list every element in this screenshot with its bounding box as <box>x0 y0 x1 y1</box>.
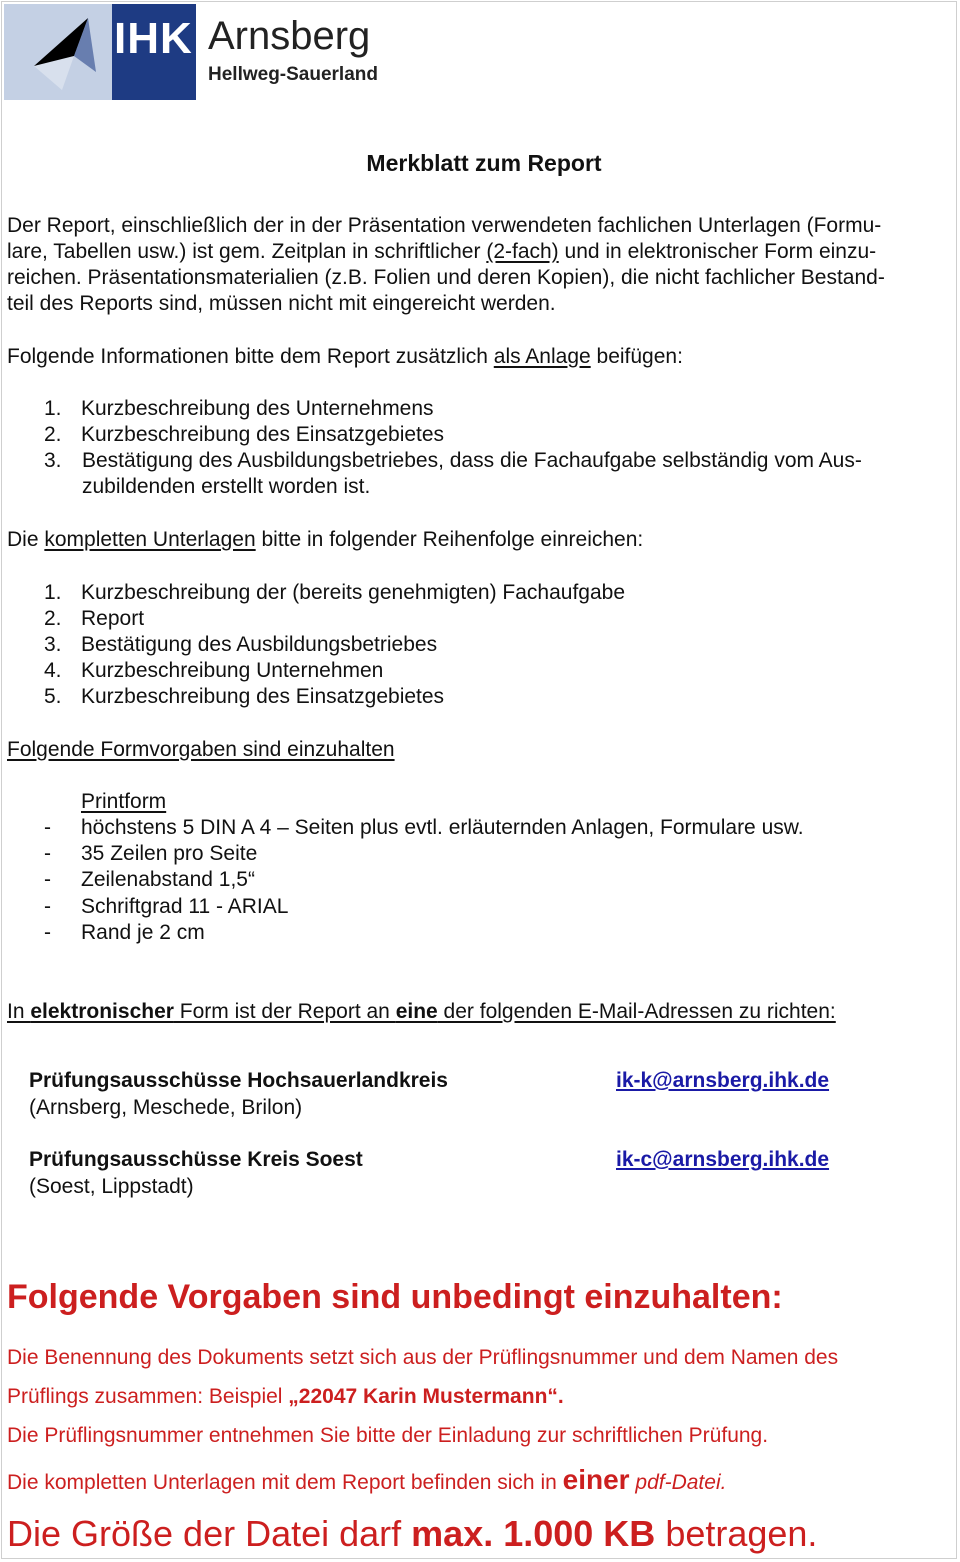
list-item-number: 1. <box>44 397 62 420</box>
warning-line-2: Prüflings zusammen: Beispiel „22047 Karin Mustermann“. <box>7 1385 564 1408</box>
intro-line-4: teil des Reports sind, müssen nicht mit eingereicht werden. <box>7 292 556 315</box>
logo-ihk-text: IHK <box>114 14 193 63</box>
list-item: höchstens 5 DIN A 4 – Seiten plus evtl. erläuternden Anlagen, Formulare usw. <box>81 816 804 839</box>
warning-heading: Folgende Vorgaben sind unbedingt einzuhalten: <box>7 1278 783 1316</box>
electronic-intro: In elektronischer Form ist der Report an eine der folgenden E-Mail-Adressen zu richten: <box>7 1000 836 1023</box>
list-item: Rand je 2 cm <box>81 921 205 944</box>
intro-line-2: lare, Tabellen usw.) ist gem. Zeitplan in schriftlicher (2-fach) und in elektronischer Form einzu- <box>7 240 877 263</box>
list-item-number: 1. <box>44 581 62 604</box>
list-item: 35 Zeilen pro Seite <box>81 842 258 865</box>
bullet-dash: - <box>44 895 51 918</box>
committee-name: Prüfungsausschüsse Kreis Soest <box>29 1148 363 1171</box>
warning-line-3: Die Prüflingsnummer entnehmen Sie bitte der Einladung zur schriftlichen Prüfung. <box>7 1424 769 1447</box>
list-item: Kurzbeschreibung des Einsatzgebietes <box>81 423 445 446</box>
logo-arrow-icon <box>4 4 112 100</box>
bullet-dash: - <box>44 868 51 891</box>
list-item-number: 5. <box>44 685 62 708</box>
list-item-number: 2. <box>44 607 62 630</box>
page-title: Merkblatt zum Report <box>366 150 602 176</box>
list-item: Report <box>81 607 145 630</box>
bullet-dash: - <box>44 816 51 839</box>
list-item: Schriftgrad 11 - ARIAL <box>81 895 289 918</box>
anlage-intro: Folgende Informationen bitte dem Report zusätzlich als Anlage beifügen: <box>7 345 683 368</box>
logo-city-text: Arnsberg <box>208 14 371 58</box>
warning-line-5: Die Größe der Datei darf max. 1.000 KB betragen. <box>7 1513 818 1554</box>
intro-line-3: reichen. Präsentationsmaterialien (z.B. Folien und deren Kopien), die nicht fachlicher Bestand- <box>7 266 885 289</box>
list-item: Zeilenabstand 1,5“ <box>81 868 255 891</box>
form-heading: Folgende Formvorgaben sind einzuhalten <box>7 738 395 761</box>
printform-heading: Printform <box>81 790 167 813</box>
intro-line-1: Der Report, einschließlich der in der Präsentation verwendeten fachlichen Unterlagen (Formu- <box>7 214 882 237</box>
list-item: Bestätigung des Ausbildungsbetriebes, dass die Fachaufgabe selbständig vom Aus- <box>82 449 862 472</box>
list-item: Kurzbeschreibung des Einsatzgebietes <box>81 685 445 708</box>
bullet-dash: - <box>44 842 51 865</box>
committee-places: (Soest, Lippstadt) <box>29 1175 194 1198</box>
list-item-number: 3. <box>44 449 62 472</box>
list-item: Kurzbeschreibung der (bereits genehmigten) Fachaufgabe <box>81 581 626 604</box>
warning-line-4: Die kompletten Unterlagen mit dem Report befinden sich in einer pdf-Datei. <box>7 1464 727 1495</box>
list-item-number: 2. <box>44 423 62 446</box>
list-item: Kurzbeschreibung des Unternehmens <box>81 397 434 420</box>
bullet-dash: - <box>44 921 51 944</box>
committee-places: (Arnsberg, Meschede, Brilon) <box>29 1096 303 1119</box>
email-link-soest[interactable]: ik-c@arnsberg.ihk.de <box>616 1148 830 1171</box>
list-item-number: 3. <box>44 633 62 656</box>
logo-region-text: Hellweg-Sauerland <box>208 64 378 85</box>
order-intro: Die kompletten Unterlagen bitte in folgender Reihenfolge einreichen: <box>7 528 644 551</box>
email-link-hochsauerland[interactable]: ik-k@arnsberg.ihk.de <box>616 1069 830 1092</box>
warning-line-1: Die Benennung des Dokuments setzt sich aus der Prüflingsnummer und dem Namen des <box>7 1346 839 1369</box>
list-item-continuation: zubildenden erstellt worden ist. <box>82 475 371 498</box>
list-item: Kurzbeschreibung Unternehmen <box>81 659 384 682</box>
committee-name: Prüfungsausschüsse Hochsauerlandkreis <box>29 1069 448 1092</box>
list-item-number: 4. <box>44 659 62 682</box>
list-item: Bestätigung des Ausbildungsbetriebes <box>81 633 438 656</box>
